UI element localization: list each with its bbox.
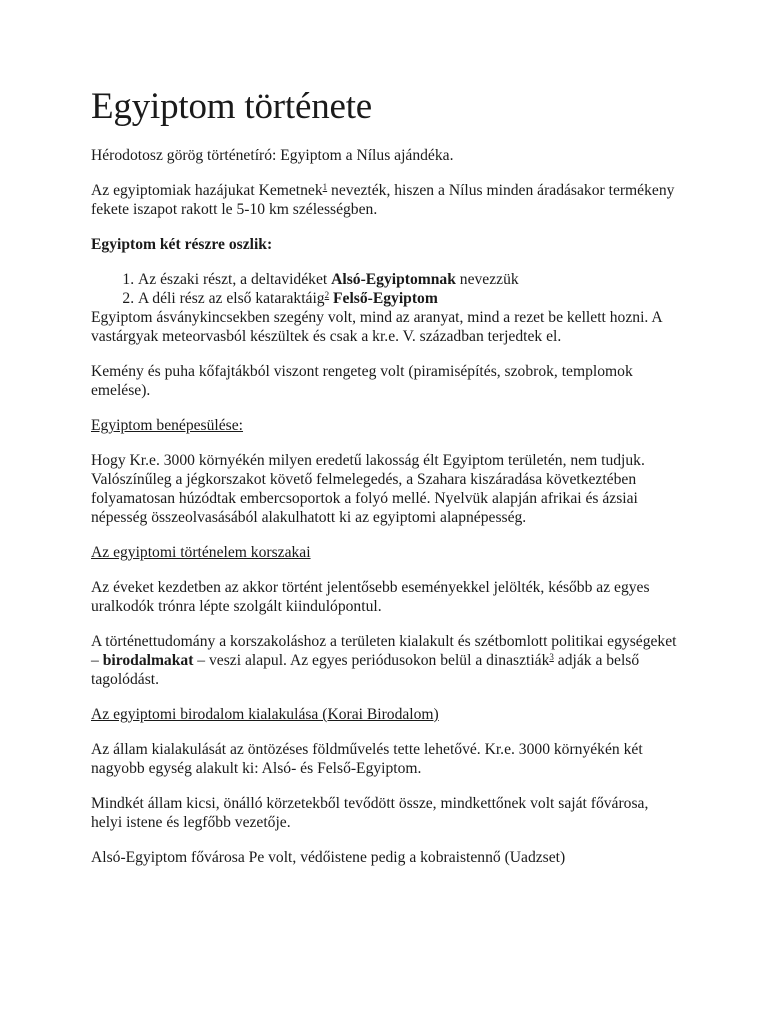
paragraph-stones: Kemény és puha kőfajtákból viszont rengeteg volt (piramisépítés, szobrok, templomok emelése). xyxy=(91,363,633,399)
text-span: nevezzük xyxy=(455,271,519,288)
heading-population: Egyiptom benépesülése: xyxy=(91,417,244,434)
paragraph-state-formation: Az állam kialakulását az öntözéses földművelés tette lehetővé. Kr.e. 3000 környékén két nagyobb egység alakult ki: Alsó- és Felső-Egyiptom. xyxy=(91,741,643,777)
page-title: Egyiptom története xyxy=(91,86,373,127)
text-span: A déli rész az első kataraktáig xyxy=(138,290,325,307)
paragraph-years: Az éveket kezdetben az akkor történt jelentősebb eseményekkel jelölték, később az egyes uralkodók trónra lépte szolgált kiindulópontul. xyxy=(91,579,650,615)
paragraph-two-states: Mindkét állam kicsi, önálló körzetekből tevődött össze, mindkettőnek volt saját fővárosa, helyi istene és legfőbb vezetője. xyxy=(91,795,649,831)
document-page xyxy=(91,84,681,883)
bold-term: Alsó-Egyiptomnak xyxy=(331,271,456,288)
list-item-south xyxy=(138,289,681,308)
footnote-ref-3[interactable]: 3 xyxy=(549,652,554,662)
numbered-list xyxy=(91,270,681,308)
text-span: A történettudomány a korszakoláshoz a területen kialakult és szétbomlott politikai egységeket – xyxy=(91,633,677,669)
heading-periods: Az egyiptomi történelem korszakai xyxy=(91,544,311,561)
footnote-ref-2[interactable]: 2 xyxy=(324,290,330,300)
paragraph-lower-egypt: Alsó-Egyiptom fővárosa Pe volt, védőistene pedig a kobraistennő (Uadzset) xyxy=(91,849,566,866)
text-span: nevezték, hiszen a Nílus minden áradásakor termékeny fekete iszapot rakott le 5-10 km szélességben. xyxy=(91,182,675,218)
paragraph-herodotus: Hérodotosz görög történetíró: Egyiptom a Nílus ajándéka. xyxy=(91,147,454,164)
paragraph-minerals: Egyiptom ásványkincsekben szegény volt, mind az aranyat, mind a rezet be kellett hozni. A vastárgyak meteorvasból készültek és csak a kr.e. V. században terjedtek el. xyxy=(91,309,662,345)
bold-term: birodalmakat xyxy=(102,652,194,669)
list-item-north xyxy=(138,270,681,289)
paragraph-population: Hogy Kr.e. 3000 környékén milyen eredetű lakosság élt Egyiptom területén, nem tudjuk. Valószínűleg a jégkorszakot követő felmelegedés, a Szahara kiszáradása következtében folyamatosan húzódtak embercsoportok a folyó mellé. Nyelvük alapján afrikai és ázsiai népesség összeolvasásából alakulhatott ki az egyiptomi alapnépesség. xyxy=(91,452,645,526)
paragraph-kemet xyxy=(91,181,681,219)
paragraph-historiography xyxy=(91,632,681,689)
text-span: – veszi alapul. Az egyes periódusokon belül a dinasztiák xyxy=(193,652,550,669)
text-span: Az északi részt, a deltavidéket xyxy=(138,271,332,288)
text-span: adják a belső tagolódást. xyxy=(91,652,640,688)
heading-split: Egyiptom két részre oszlik: xyxy=(91,236,273,253)
footnote-ref-1[interactable]: 1 xyxy=(322,182,328,192)
heading-empire: Az egyiptomi birodalom kialakulása (Korai Birodalom) xyxy=(91,706,439,723)
bold-term: Felső-Egyiptom xyxy=(329,290,438,307)
text-span: Az egyiptomiak hazájukat Kemetnek xyxy=(91,182,323,199)
